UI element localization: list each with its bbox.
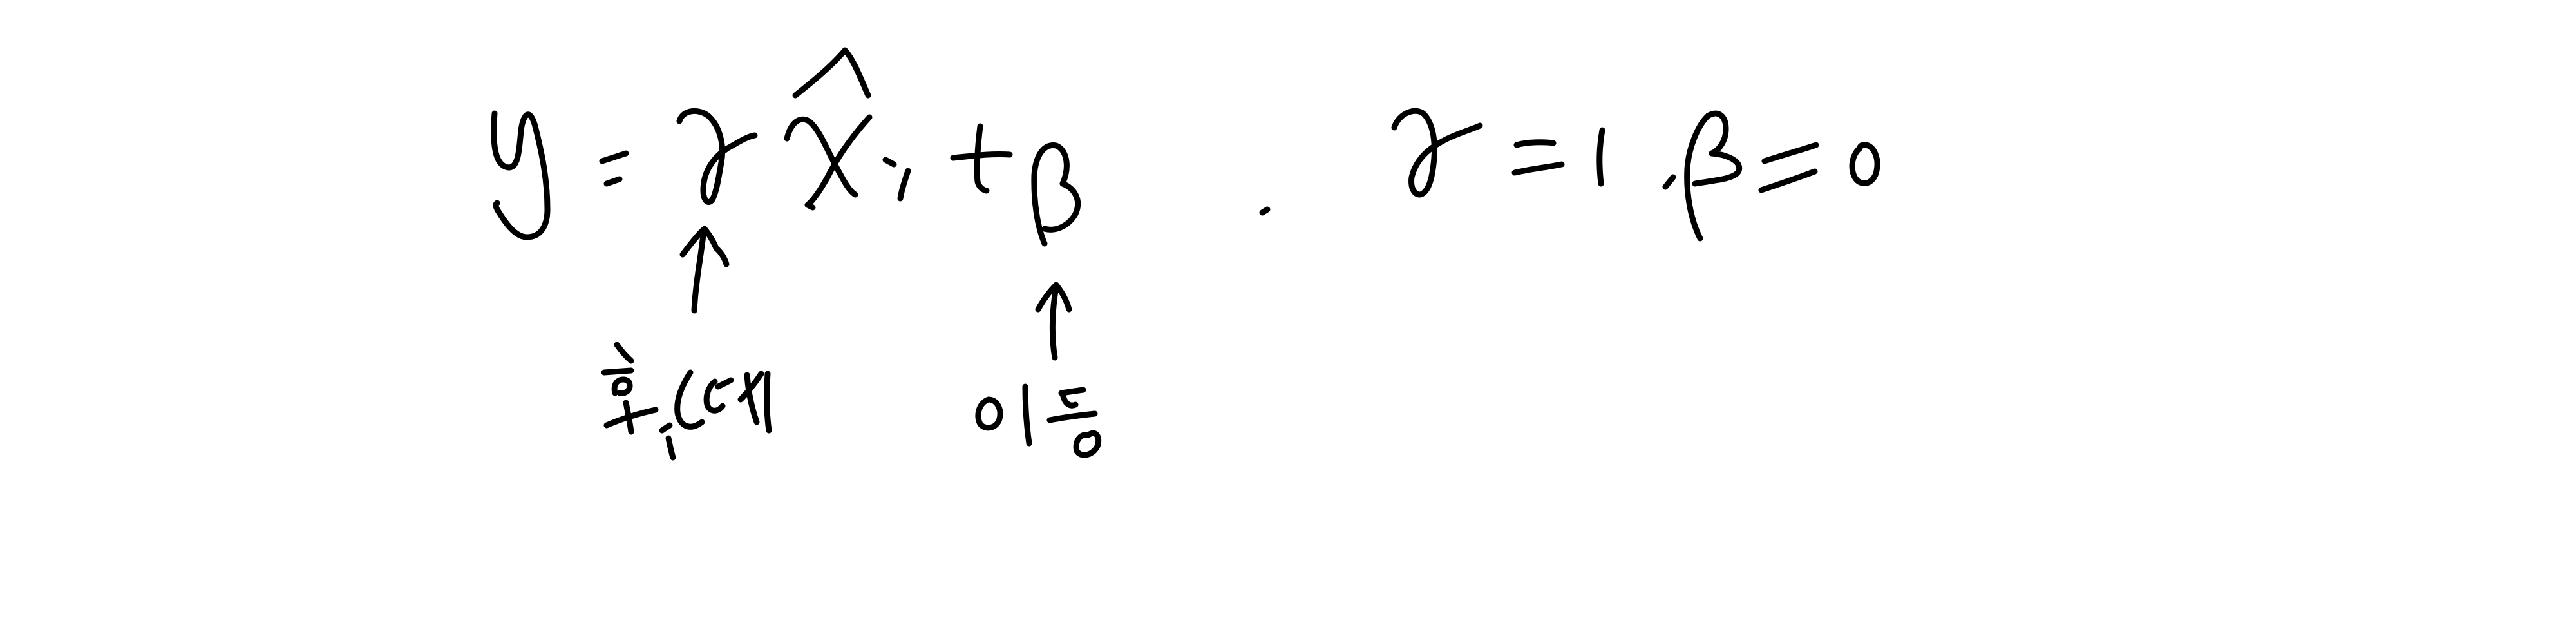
annotation-scale-ink (604, 229, 769, 458)
condition-ink (1394, 111, 1877, 238)
annotation-shift-ink (978, 285, 1099, 455)
formula-ink (494, 50, 1078, 244)
stray-dot-ink (1262, 209, 1267, 213)
